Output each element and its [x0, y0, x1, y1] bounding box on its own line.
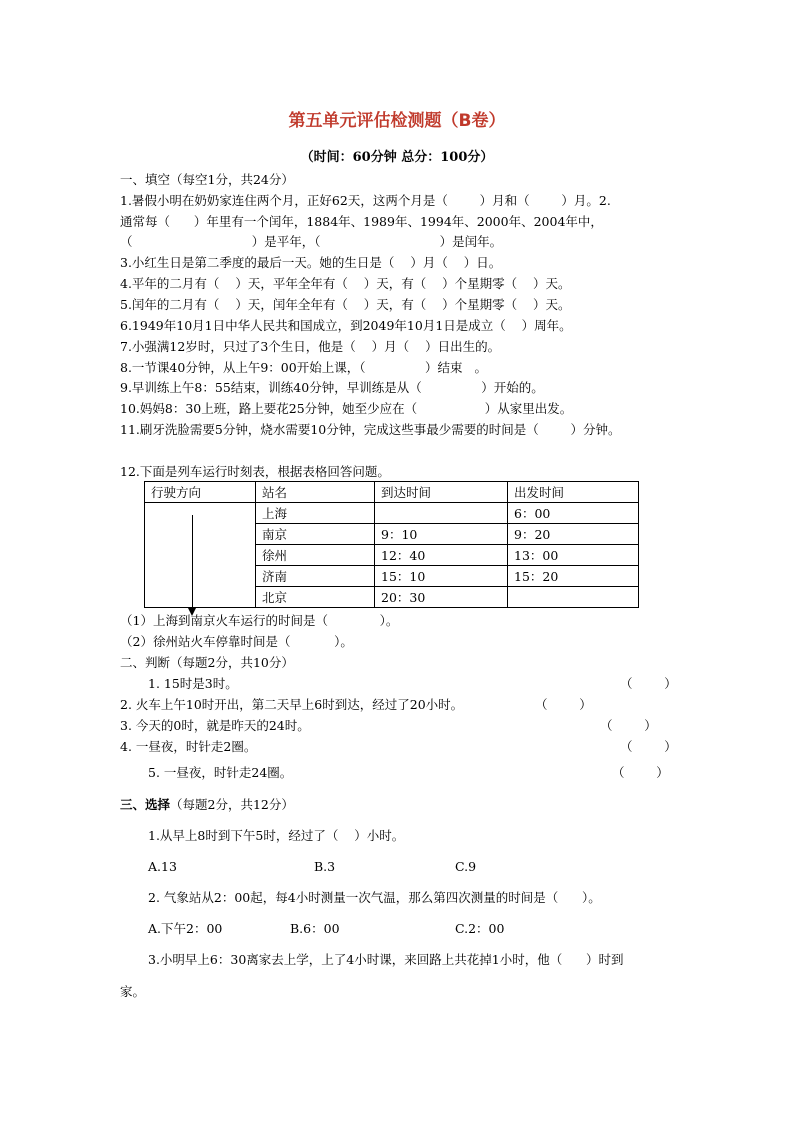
- departure-cell: 13：00: [508, 545, 639, 566]
- question-2-line-1: 通常每（ ）年里有一个闰年，1884年、1989年、1994年、2000年、2004年中，: [120, 214, 603, 229]
- choice-1-option-c: C.9: [455, 859, 477, 874]
- judge-item-4: 4. 一昼夜，时针走2圈。: [120, 739, 257, 754]
- departure-cell: 6：00: [508, 503, 639, 524]
- section3-heading-bold: 三、选择: [120, 797, 171, 812]
- choice-1-option-a: A.13: [148, 859, 177, 874]
- section1-heading: 一、填空（每空1分，共24分）: [120, 172, 294, 187]
- choice-2-option-b: B.6：00: [290, 921, 340, 936]
- departure-cell: [508, 587, 639, 608]
- section3-heading-rest: （每题2分，共12分）: [170, 797, 294, 812]
- arrival-cell: 20：30: [375, 587, 508, 608]
- header-departure: 出发时间: [508, 482, 639, 503]
- question-6: 6.1949年10月1日中华人民共和国成立，到2049年10月1日是成立（ ）周年。: [120, 318, 572, 333]
- question-2-line-2: （ ）是平年，（ ）是闰年。: [120, 234, 503, 249]
- arrival-cell: 12：40: [375, 545, 508, 566]
- choice-question-3-line-2: 家。: [120, 984, 146, 999]
- choice-question-1: 1.从早上8时到下午5时，经过了（ ）小时。: [148, 828, 405, 843]
- judge-paren-1: （ ）: [620, 676, 677, 691]
- judge-paren-4: （ ）: [620, 739, 677, 754]
- table-header-row: [145, 482, 639, 503]
- header-direction: 行驶方向: [145, 482, 256, 503]
- arrival-cell: [375, 503, 508, 524]
- choice-question-2: 2. 气象站从2：00起，每4小时测量一次气温，那么第四次测量的时间是（ ）。: [148, 890, 601, 905]
- choice-question-3-line-1: 3.小明早上6：30离家去上学，上了4小时课，来回路上共花掉1小时，他（ ）时到: [148, 952, 624, 967]
- table-row: [145, 503, 639, 524]
- question-5: 5.闰年的二月有（ ）天，闰年全年有（ ）天，有（ ）个星期零（ ）天。: [120, 297, 571, 312]
- arrival-cell: 15：10: [375, 566, 508, 587]
- question-12-part-2: （2）徐州站火车停靠时间是（ ）。: [120, 634, 353, 649]
- judge-item-1: 1. 15时是3时。: [148, 676, 238, 691]
- question-11: 11.刷牙洗脸需要5分钟，烧水需要10分钟，完成这些事最少需要的时间是（ ）分钟。: [120, 422, 621, 437]
- departure-cell: 15：20: [508, 566, 639, 587]
- judge-paren-5: （ ）: [612, 765, 669, 780]
- departure-cell: 9：20: [508, 524, 639, 545]
- arrival-cell: 9：10: [375, 524, 508, 545]
- question-8: 8.一节课40分钟，从上午9：00开始上课，（ ）结束 。: [120, 360, 487, 375]
- question-12: 12.下面是列车运行时刻表，根据表格回答问题。: [120, 464, 390, 479]
- header-station: 站名: [256, 482, 375, 503]
- page-subtitle: （时间：60分钟 总分：100分）: [300, 150, 494, 165]
- question-9: 9.早训练上午8：55结束，训练40分钟，早训练是从（ ）开始的。: [120, 380, 544, 395]
- page-title: 第五单元评估检测题（B卷）: [288, 111, 506, 131]
- direction-cell: [145, 503, 256, 608]
- question-4: 4.平年的二月有（ ）天，平年全年有（ ）天，有（ ）个星期零（ ）天。: [120, 276, 571, 291]
- train-timetable: [144, 481, 639, 608]
- section3-heading: [120, 796, 294, 814]
- judge-paren-2: （ ）: [535, 697, 592, 712]
- question-3: 3.小红生日是第二季度的最后一天。她的生日是（ ）月（ ）日。: [120, 255, 502, 270]
- station-cell: 济南: [256, 566, 375, 587]
- question-10: 10.妈妈8：30上班，路上要花25分钟，她至少应在（ ）从家里出发。: [120, 401, 573, 416]
- section2-heading: 二、判断（每题2分，共10分）: [120, 655, 294, 670]
- station-cell: 南京: [256, 524, 375, 545]
- direction-arrow-shaft: [192, 515, 193, 610]
- header-arrival: 到达时间: [375, 482, 508, 503]
- judge-paren-3: （ ）: [600, 718, 657, 733]
- station-cell: 北京: [256, 587, 375, 608]
- station-cell: 上海: [256, 503, 375, 524]
- judge-item-5: 5. 一昼夜，时针走24圈。: [148, 765, 293, 780]
- choice-2-option-c: C.2：00: [455, 921, 505, 936]
- choice-2-option-a: A.下午2：00: [148, 921, 223, 936]
- judge-item-2: 2. 火车上午10时开出，第二天早上6时到达，经过了20小时。: [120, 697, 464, 712]
- question-12-part-1: （1）上海到南京火车运行的时间是（ ）。: [120, 613, 399, 628]
- question-7: 7.小强满12岁时，只过了3个生日，他是（ ）月（ ）日出生的。: [120, 339, 501, 354]
- question-1-line-1: 1.暑假小明在奶奶家连住两个月，正好62天，这两个月是（ ）月和（ ）月。2.: [120, 193, 611, 208]
- choice-1-option-b: B.3: [314, 859, 336, 874]
- station-cell: 徐州: [256, 545, 375, 566]
- judge-item-3: 3. 今天的0时，就是昨天的24时。: [120, 718, 310, 733]
